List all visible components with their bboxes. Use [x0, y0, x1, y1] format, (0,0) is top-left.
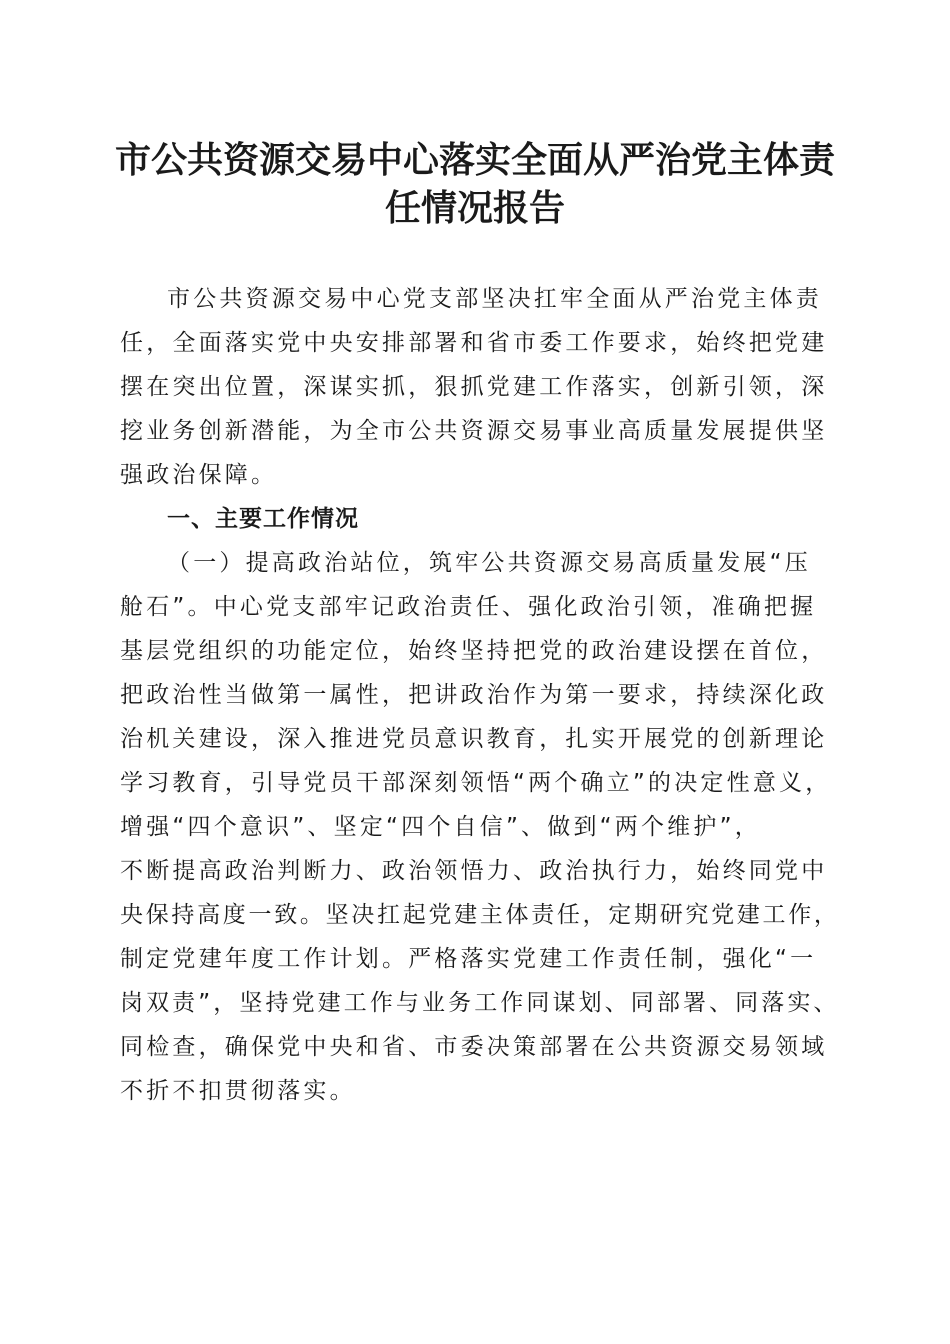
intro-paragraph-line: 摆在突出位置，深谋实抓，狠抓党建工作落实，创新引领，深 — [120, 374, 828, 400]
section-paragraph-line: 增强“四个意识”、坚定“四个自信”、做到“两个维护”， — [120, 814, 761, 840]
section-paragraph-line: 央保持高度一致。坚决扛起党建主体责任，定期研究党建工作， — [120, 902, 840, 928]
section-paragraph-line: 不折不扣贯彻落实。 — [120, 1078, 356, 1104]
title-line: 任情况报告 — [384, 187, 565, 229]
document-title — [100, 136, 850, 232]
section-paragraph-line: 基层党组织的功能定位，始终坚持把党的政治建设摆在首位， — [120, 638, 828, 664]
section-paragraph-line: （一）提高政治站位，筑牢公共资源交易高质量发展“压 — [167, 550, 811, 576]
section-paragraph-line: 不断提高政治判断力、政治领悟力、政治执行力，始终同党中 — [120, 858, 828, 884]
section-paragraph-line: 岗双责”，坚持党建工作与业务工作同谋划、同部署、同落实、 — [120, 990, 840, 1016]
section-paragraph-line: 舱石”。中心党支部牢记政治责任、强化政治引领，准确把握 — [120, 594, 817, 620]
title-line: 市公共资源交易中心落实全面从严治党主体责 — [114, 139, 835, 181]
intro-paragraph-line: 市公共资源交易中心党支部坚决扛牢全面从严治党主体责 — [167, 286, 822, 312]
section-paragraph-line: 制定党建年度工作计划。严格落实党建工作责任制，强化“一 — [120, 946, 817, 972]
intro-paragraph-line: 任，全面落实党中央安排部署和省市委工作要求，始终把党建 — [120, 330, 828, 356]
intro-paragraph-line: 强政治保障。 — [120, 462, 278, 488]
section-paragraph-line: 学习教育，引导党员干部深刻领悟“两个确立”的决定性意义， — [120, 770, 832, 796]
intro-paragraph-line: 挖业务创新潜能，为全市公共资源交易事业高质量发展提供坚 — [120, 418, 828, 444]
section-heading: 一、主要工作情况 — [167, 506, 359, 532]
section-paragraph-line: 把政治性当做第一属性，把讲政治作为第一要求，持续深化政 — [120, 682, 828, 708]
section-paragraph-line: 同检查，确保党中央和省、市委决策部署在公共资源交易领域 — [120, 1034, 828, 1060]
section-paragraph-line: 治机关建设，深入推进党员意识教育，扎实开展党的创新理论 — [120, 726, 828, 752]
